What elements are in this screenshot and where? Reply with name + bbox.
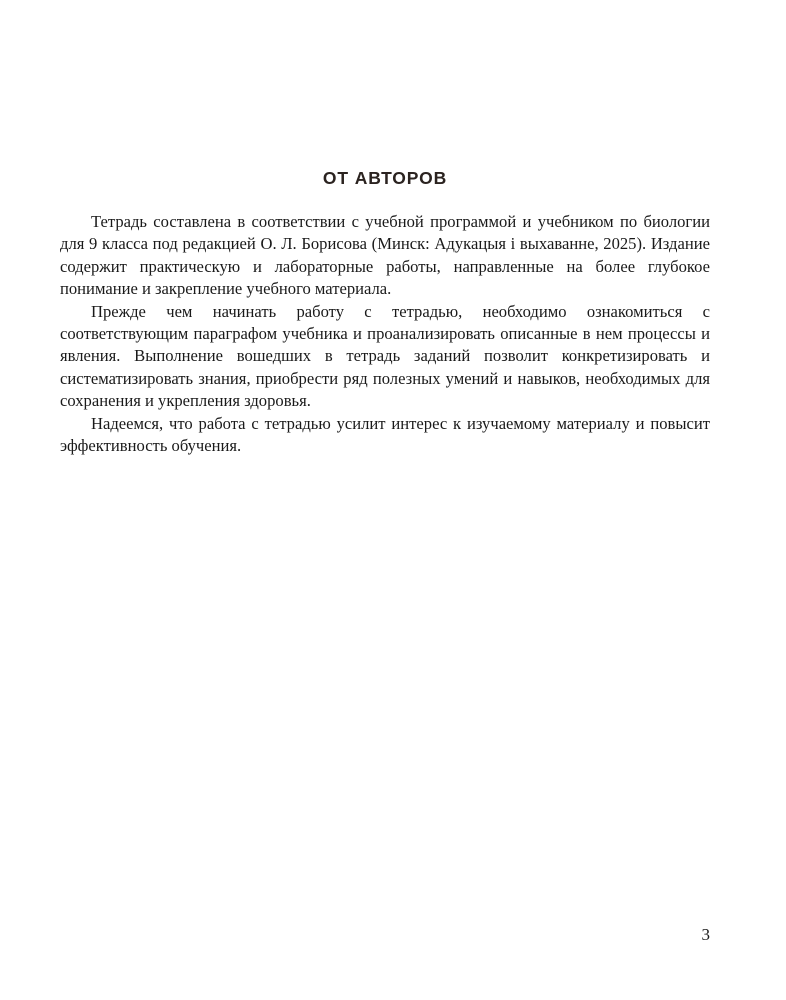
page-title: ОТ АВТОРОВ (322, 168, 448, 188)
paragraph: Прежде чем начинать работу с тетрадью, необходимо ознакомиться с соответствующим параграфом учебника и проанализировать описанные в нем процессы и явления. Выполнение вошедших в тетрадь заданий позволит конкретизировать и систематизировать знания, приобрести ряд полезных умений и навыков, необходимых для сохранения и укрепления здоровья. (60, 301, 710, 411)
preface-body (60, 211, 710, 457)
paragraph: Надеемся, что работа с тетрадью усилит интерес к изучаемому материалу и повысит эффективность обучения. (60, 413, 710, 456)
paragraph: Тетрадь составлена в соответствии с учебной программой и учебником по биологии для 9 класса под редакцией О. Л. Борисова (Минск: Адукацыя і выхаванне, 2025). Издание содержит практическую и лабораторные работы, направленные на более глубокое понимание и закрепление учебного материала. (60, 212, 710, 299)
page-number: 3 (701, 925, 710, 944)
